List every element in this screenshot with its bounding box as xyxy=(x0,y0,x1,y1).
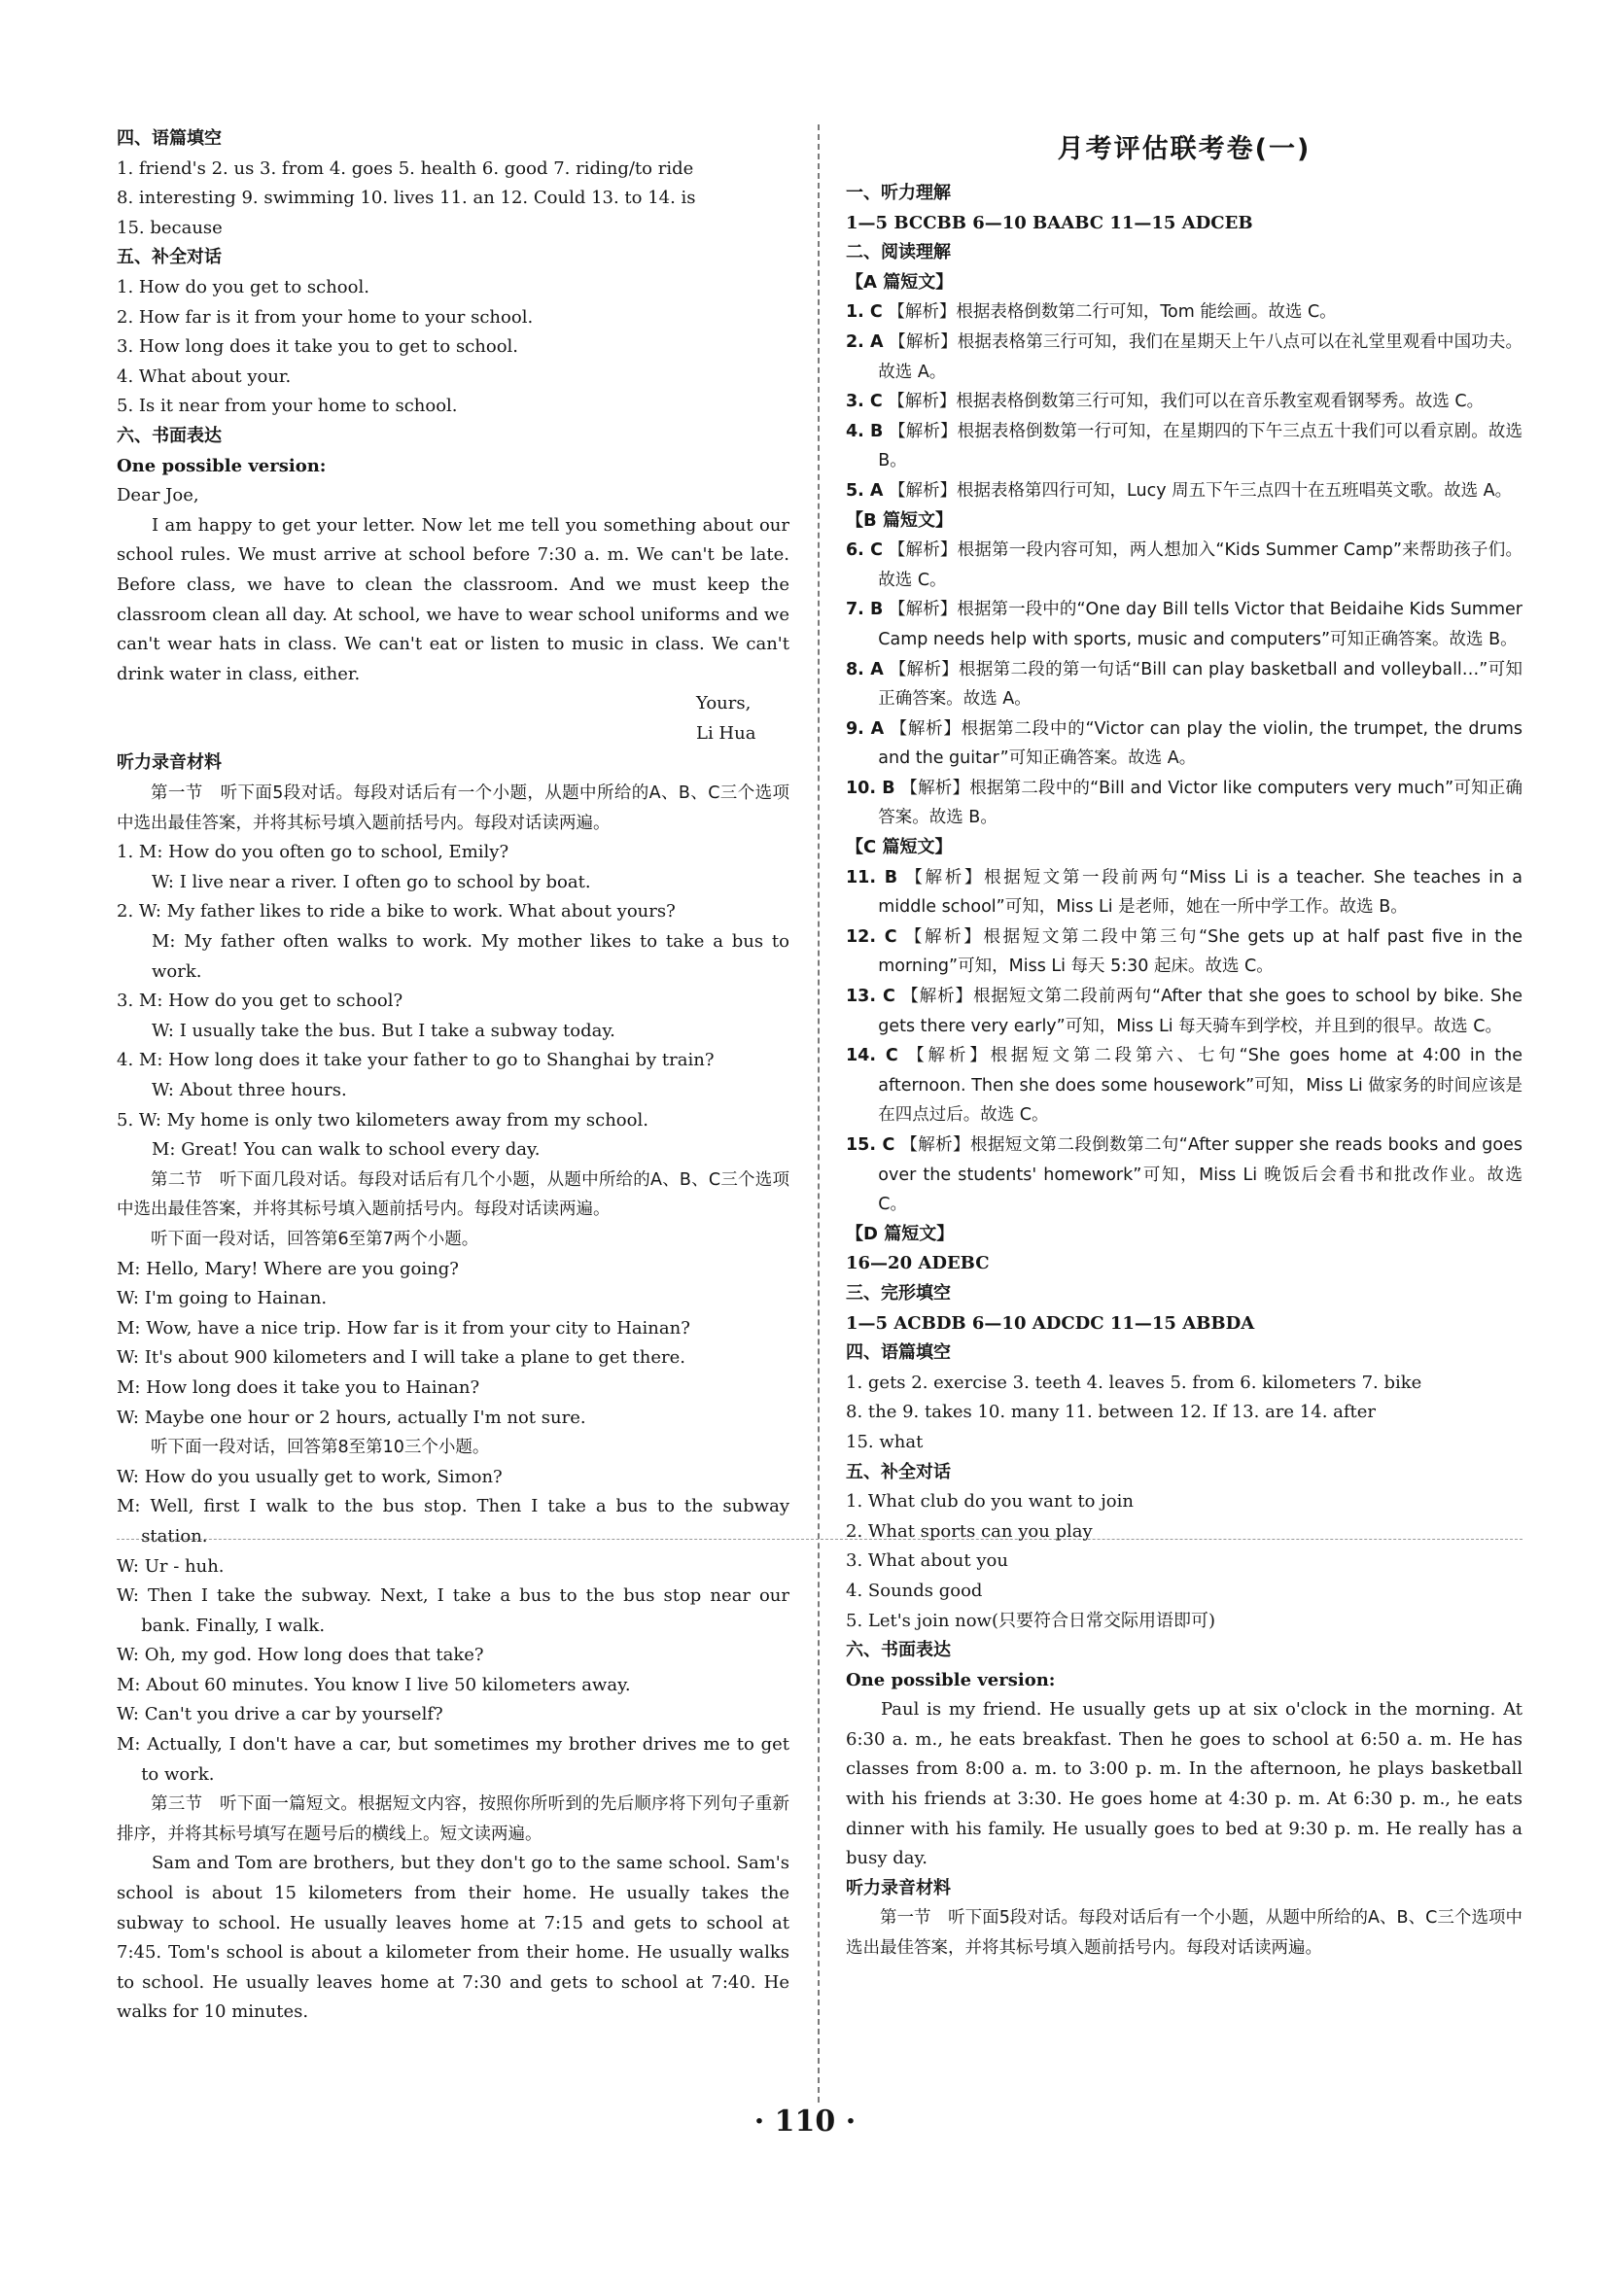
answer-line: 1—5 ACBDB 6—10 ADCDC 11—15 ABBDA xyxy=(846,1312,1255,1334)
dialogue-line: W: Maybe one hour or 2 hours, actually I'm not sure. xyxy=(117,1407,586,1428)
answer-line: 4. Sounds good xyxy=(846,1580,983,1601)
dialogue-line: W: How do you usually get to work, Simon? xyxy=(117,1466,503,1487)
item-answer: 11. B xyxy=(846,867,898,887)
item-answer: 14. C xyxy=(846,1046,898,1066)
item-text: 根据短文第二段中第三句“She gets up at half past five in the morning”可知，Miss Li 每天 5:30 起床。故选 C。 xyxy=(878,926,1522,977)
item-answer: 7. B xyxy=(846,600,884,620)
column-divider xyxy=(818,124,820,2103)
part-intro: 第一节 听下面5段对话。每段对话后有一个小题，从题中所给的A、B、C三个选项中选出最佳答案，并将其标号填入题前括号内。每段对话读两遍。 xyxy=(117,783,789,833)
letter-signature xyxy=(117,719,789,749)
answer-line: 1. What club do you want to join xyxy=(846,1491,1134,1513)
answer-line: 1—5 BCCBB 6—10 BAABC 11—15 ADCEB xyxy=(846,212,1253,233)
answer-line: 2. How far is it from your home to your school. xyxy=(117,306,534,328)
item-text: 根据第一段内容可知，两人想加入“Kids Summer Camp”来帮助孩子们。故选 C。 xyxy=(878,540,1522,590)
part-intro: 第一节 听下面5段对话。每段对话后有一个小题，从题中所给的A、B、C三个选项中选出最佳答案，并将其标号填入题前括号内。每段对话读两遍。 xyxy=(846,1908,1522,1959)
dialogue-text: M: How long does it take your father to go to Shanghai by train? xyxy=(138,1050,715,1071)
dialogue-line: M: Great! You can walk to school every day. xyxy=(152,1139,541,1161)
letter-body: I am happy to get your letter. Now let me tell you something about our school rules. We must arrive at school before 7:30 a. m. We can't be late. Before class, we have to clean the classroom. And we must keep the classroom clean all day. At school, we have to wear school uniforms and we can't wear hats in class. We can't eat or listen to music in class. We can't drink water in class, either. xyxy=(117,514,789,684)
dialogue-number: 4. xyxy=(117,1050,134,1071)
analysis-tag: 【解析】 xyxy=(889,480,958,501)
passage-heading: 【B 篇短文】 xyxy=(846,509,953,531)
section-heading: 一、听力理解 xyxy=(846,183,951,203)
passage-heading: 【A 篇短文】 xyxy=(846,271,954,293)
explanation-item xyxy=(846,982,1522,1041)
passage-heading: 【C 篇短文】 xyxy=(846,837,953,858)
part-intro: 第二节 听下面几段对话。每段对话后有几个小题，从题中所给的A、B、C三个选项中选出最佳答案，并将其标号填入题前括号内。每段对话读两遍。 xyxy=(117,1169,789,1220)
page-title: 月考评估联考卷(一) xyxy=(1057,134,1312,164)
item-answer: 6. C xyxy=(846,540,883,561)
dialogue-line: M: Actually, I don't have a car, but sometimes my brother drives me to get to work. xyxy=(117,1734,789,1785)
dialogue-number: 5. xyxy=(117,1109,134,1131)
dialogue-number: 1. xyxy=(117,842,134,863)
section-heading: 五、补全对话 xyxy=(846,1461,951,1482)
dialogue-line xyxy=(117,838,789,868)
passage-heading: 【D 篇短文】 xyxy=(846,1223,955,1244)
explanation-item xyxy=(846,417,1522,476)
dialogue-line xyxy=(117,1106,789,1136)
analysis-tag: 【解析】 xyxy=(905,867,985,887)
section-heading: 三、完形填空 xyxy=(846,1282,951,1304)
answer-line: 15. because xyxy=(117,217,223,238)
section-heading: 六、书面表达 xyxy=(846,1640,951,1661)
analysis-tag: 【解析】 xyxy=(900,778,970,798)
explanation-item xyxy=(846,714,1522,774)
item-text: 根据短文第二段倒数第二句“After supper she reads books and goes over the students' homework”可知，Miss Li 晚饭后会看书和批改作业。故选 C。 xyxy=(878,1135,1522,1215)
dialogue-text: W: My home is only two kilometers away from my school. xyxy=(138,1109,648,1131)
answer-line: 5. Let's join now(只要符合日常交际用语即可) xyxy=(846,1610,1216,1631)
item-answer: 1. C xyxy=(846,302,883,323)
section-heading: 四、语篇填空 xyxy=(117,128,222,149)
dialogue-text: M: How do you get to school? xyxy=(138,991,403,1012)
analysis-tag: 【解析】 xyxy=(889,659,959,679)
answer-line: 4. What about your. xyxy=(117,365,292,387)
section-heading: 听力录音材料 xyxy=(846,1877,951,1898)
explanation-item xyxy=(846,863,1522,922)
letter-signature-text: Li Hua xyxy=(696,722,756,744)
item-text: 根据第二段的第一句话“Bill can play basketball and volleyball…”可知正确答案。故选 A。 xyxy=(878,659,1523,710)
dialogue-line: M: Well, first I walk to the bus stop. Then I take a bus to the subway station. xyxy=(117,1496,789,1547)
item-text: 根据表格第四行可知，Lucy 周五下午三点四十在五班唱英文歌。故选 A。 xyxy=(957,480,1513,501)
item-text: 根据表格第三行可知，我们在星期天上午八点可以在礼堂里观看中国功夫。故选 A。 xyxy=(878,331,1522,382)
dialogue-line: M: My father often walks to work. My mother likes to take a bus to work. xyxy=(152,931,789,982)
item-text: 根据第二段中的“Victor can play the violin, the trumpet, the drums and the guitar”可知正确答案。故选 A。 xyxy=(878,718,1522,769)
letter-close-text: Yours, xyxy=(696,693,752,714)
item-answer: 5. A xyxy=(846,480,884,501)
dialogue-text: M: How do you often go to school, Emily? xyxy=(138,842,509,863)
item-answer: 9. A xyxy=(846,718,885,739)
section-heading: 四、语篇填空 xyxy=(846,1342,951,1364)
answer-line: 1. friend's 2. us 3. from 4. goes 5. health 6. good 7. riding/to ride xyxy=(117,157,694,179)
essay-body: Paul is my friend. He usually gets up at six o'clock in the morning. At 6:30 a. m., he eats breakfast. Then he goes to school at 6:50 a. m. He has classes from 8:00 a. m. to 3:00 p. m. In the afternoon, he plays basketball with his friends at 3:30. He goes home at 4:30 p. m. At 6:30 p. m., he eats dinner with his family. He usually goes to bed at 9:30 p. m. He really has a busy day. xyxy=(846,1699,1522,1869)
item-text: 根据第二段中的“Bill and Victor like computers very much”可知正确答案。故选 B。 xyxy=(878,778,1522,828)
answer-line: 1. gets 2. exercise 3. teeth 4. leaves 5. from 6. kilometers 7. bike xyxy=(846,1372,1422,1393)
letter-close xyxy=(117,689,789,719)
item-text: 根据短文第一段前两句“Miss Li is a teacher. She teaches in a middle school”可知，Miss Li 是老师，她在一所中学工作。故选 B。 xyxy=(878,867,1523,918)
dialogue-line: W: I live near a river. I often go to school by boat. xyxy=(152,871,591,892)
dialogue-text: W: My father likes to ride a bike to work. What about yours? xyxy=(138,901,676,922)
analysis-tag: 【解析】 xyxy=(888,302,957,323)
answer-line: 1. How do you get to school. xyxy=(117,276,369,297)
item-text: 根据第一段中的“One day Bill tells Victor that Beidaihe Kids Summer Camp needs help with sports, music and computers”可知正确答案。故选 B。 xyxy=(878,600,1522,649)
item-answer: 2. A xyxy=(846,331,884,352)
analysis-tag: 【解析】 xyxy=(888,392,957,412)
section-heading: 六、书面表达 xyxy=(117,425,222,446)
item-text: 根据表格倒数第一行可知，在星期四的下午三点五十我们可以看京剧。故选 B。 xyxy=(878,421,1522,471)
page-number: · 110 · xyxy=(753,2105,857,2139)
dialogue-line: M: About 60 minutes. You know I live 50 kilometers away. xyxy=(117,1674,631,1695)
answer-line: 5. Is it near from your home to school. xyxy=(117,396,458,417)
section-heading: 二、阅读理解 xyxy=(846,242,951,263)
item-text: 根据表格倒数第二行可知，Tom 能绘画。故选 C。 xyxy=(956,302,1337,323)
explanation-item xyxy=(846,655,1522,714)
dialogue-line: W: I'm going to Hainan. xyxy=(117,1288,328,1309)
dialogue-line xyxy=(117,1046,789,1076)
item-answer: 4. B xyxy=(846,421,884,441)
dialogue-instruction: 听下面一段对话，回答第6至第7两个小题。 xyxy=(151,1229,479,1249)
possible-version-label: One possible version: xyxy=(117,455,327,476)
explanation-item xyxy=(846,328,1522,387)
dialogue-line: W: Can't you drive a car by yourself? xyxy=(117,1704,443,1725)
analysis-tag: 【解析】 xyxy=(901,987,973,1007)
answer-line: 3. What about you xyxy=(846,1550,1008,1572)
dialogue-line: M: Hello, Mary! Where are you going? xyxy=(117,1258,459,1279)
explanation-item xyxy=(846,1041,1522,1131)
listening-passage: Sam and Tom are brothers, but they don't go to the same school. Sam's school is about 15 kilometers from their home. He usually takes the subway to school. He usually leaves home at 7:15 and gets to school at 7:45. Tom's school is about a kilometer from their home. He usually walks to school. He usually leaves home at 7:30 and gets to school at 7:40. He walks for 10 minutes. xyxy=(117,1853,789,2023)
dialogue-line xyxy=(117,897,789,927)
explanation-item xyxy=(846,297,1522,328)
item-answer: 13. C xyxy=(846,987,895,1007)
explanation-item xyxy=(846,387,1522,417)
answer-line: 16—20 ADEBC xyxy=(846,1253,990,1274)
left-column xyxy=(117,124,789,2028)
analysis-tag: 【解析】 xyxy=(904,926,984,947)
explanation-item xyxy=(846,1131,1522,1220)
analysis-tag: 【解析】 xyxy=(888,540,958,561)
item-answer: 15. C xyxy=(846,1135,895,1155)
dialogue-number: 2. xyxy=(117,901,134,922)
answer-line: 3. How long does it take you to get to school. xyxy=(117,336,519,358)
answer-line: 15. what xyxy=(846,1431,924,1452)
answer-line: 8. the 9. takes 10. many 11. between 12. If 13. are 14. after xyxy=(846,1402,1377,1423)
explanation-item xyxy=(846,595,1522,654)
explanation-item xyxy=(846,922,1522,982)
dialogue-line: W: About three hours. xyxy=(152,1080,347,1100)
analysis-tag: 【解析】 xyxy=(889,600,958,620)
analysis-tag: 【解析】 xyxy=(889,331,958,352)
possible-version-label: One possible version: xyxy=(846,1669,1056,1690)
dialogue-line xyxy=(117,987,789,1017)
analysis-tag: 【解析】 xyxy=(890,718,962,739)
section-heading: 听力录音材料 xyxy=(117,752,222,774)
section-heading: 五、补全对话 xyxy=(117,247,222,268)
explanation-item xyxy=(846,476,1522,506)
item-answer: 3. C xyxy=(846,392,883,412)
item-text: 根据表格倒数第三行可知，我们可以在音乐教室观看钢琴秀。故选 C。 xyxy=(956,392,1485,412)
item-answer: 10. B xyxy=(846,778,895,798)
dialogue-line: W: I usually take the bus. But I take a subway today. xyxy=(152,1020,615,1041)
item-answer: 8. A xyxy=(846,659,884,679)
dialogue-instruction: 听下面一段对话，回答第8至第10三个小题。 xyxy=(151,1438,490,1458)
right-column xyxy=(846,124,1522,1964)
dialogue-line: W: It's about 900 kilometers and I will take a plane to get there. xyxy=(117,1347,685,1369)
item-text: 根据短文第二段第六、七句“She goes home at 4:00 in the afternoon. Then she does some housework”可知，Miss Li 做家务的时间应该是在四点过后。故选 C。 xyxy=(878,1046,1522,1126)
explanation-item xyxy=(846,536,1522,595)
analysis-tag: 【解析】 xyxy=(900,1135,970,1155)
item-text: 根据短文第二段前两句“After that she goes to school by bike. She gets there very early”可知，Miss Li 每天骑车到学校，并且到的很早。故选 C。 xyxy=(878,987,1522,1036)
dialogue-number: 3. xyxy=(117,991,134,1012)
answer-line: 2. What sports can you play xyxy=(846,1520,1093,1542)
analysis-tag: 【解析】 xyxy=(889,421,958,441)
dialogue-line: W: Ur - huh. xyxy=(117,1555,225,1577)
analysis-tag: 【解析】 xyxy=(907,1046,991,1066)
item-answer: 12. C xyxy=(846,926,897,947)
dialogue-line: W: Oh, my god. How long does that take? xyxy=(117,1645,484,1666)
dialogue-line: M: How long does it take you to Hainan? xyxy=(117,1376,480,1398)
explanation-item xyxy=(846,774,1522,833)
part-intro: 第三节 听下面一篇短文。根据短文内容，按照你所听到的先后顺序将下列句子重新排序，并将其标号填写在题号后的横线上。短文读两遍。 xyxy=(117,1794,789,1844)
answer-line: 8. interesting 9. swimming 10. lives 11. an 12. Could 13. to 14. is xyxy=(117,188,696,209)
dialogue-line: W: Then I take the subway. Next, I take a bus to the bus stop near our bank. Finally, I walk. xyxy=(117,1585,789,1636)
dialogue-line: M: Wow, have a nice trip. How far is it from your city to Hainan? xyxy=(117,1317,690,1339)
letter-greeting: Dear Joe, xyxy=(117,485,199,506)
